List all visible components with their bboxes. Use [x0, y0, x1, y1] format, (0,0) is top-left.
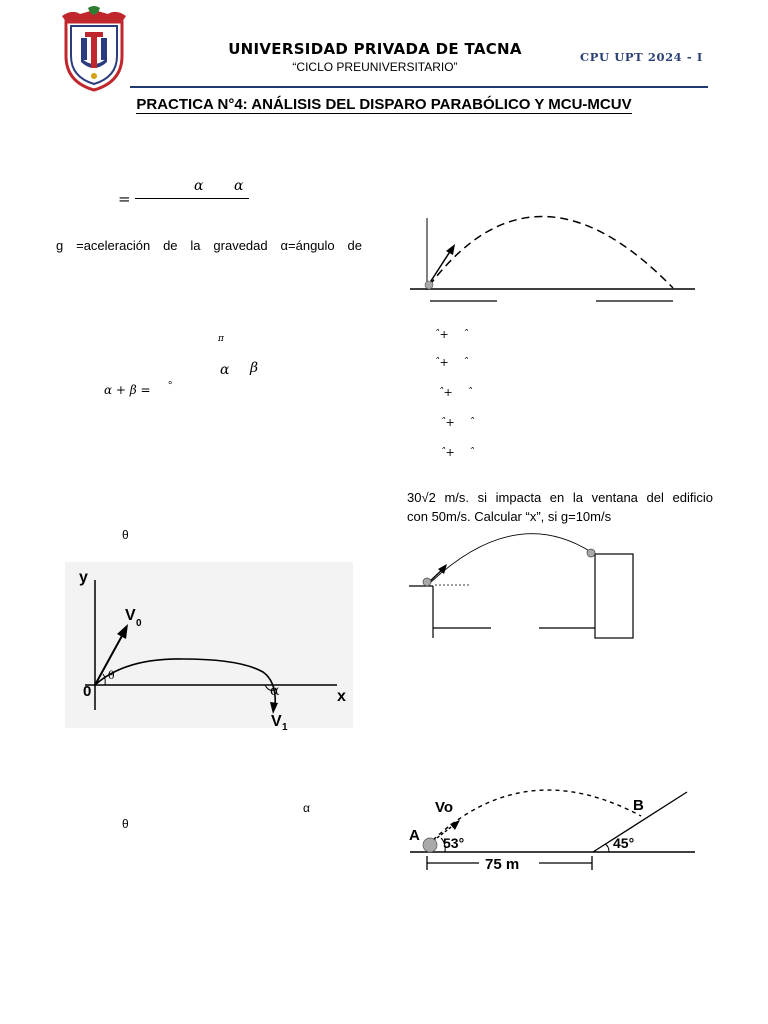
- v1-subscript: 1: [282, 722, 288, 733]
- angle-45-arc: [605, 844, 609, 852]
- alpha-symbol-2: α: [303, 801, 310, 815]
- ball-icon: [425, 281, 433, 289]
- formula-alpha-1: α: [194, 178, 204, 194]
- formula-alpha-2: α: [234, 178, 244, 194]
- launch-arrow-head: [446, 244, 455, 255]
- practice-title-text: PRACTICA N°4: ANÁLISIS DEL DISPARO PARABÓLICO Y MCU-MCUV: [136, 96, 632, 113]
- university-name: UNIVERSIDAD PRIVADA DE TACNA: [228, 40, 522, 58]
- degree-symbol: °: [168, 380, 173, 392]
- launch-velocity-line: [429, 250, 451, 284]
- option-a-marks: ˆ+ ˆ: [434, 328, 469, 341]
- ball-icon: [423, 838, 437, 852]
- cycle-label: CPU UPT 2024 - I: [580, 50, 703, 64]
- vo-label: Vo: [435, 799, 454, 816]
- option-b-marks: ˆ+ ˆ: [434, 356, 469, 369]
- gravity-definition: g =aceleración de la gravedad α=ángulo de: [56, 238, 362, 253]
- practice-title: [0, 96, 768, 113]
- v1-label: V: [271, 713, 282, 730]
- problem-text-line-1: 30√2 m/s. si impacta en la ventana del edificio: [407, 490, 713, 505]
- dashed-trajectory: [429, 216, 673, 288]
- figure-incline-shot: [405, 770, 705, 880]
- v0-arrow-head: [117, 624, 128, 639]
- ball-icon: [423, 578, 431, 586]
- program-name: “CICLO PREUNIVERSITARIO”: [292, 60, 458, 74]
- alpha-symbol: α: [220, 362, 230, 378]
- problem-text-line-2: con 50m/s. Calcular “x”, si g=10m/s: [407, 509, 612, 524]
- option-c-marks: ˆ+ ˆ: [438, 386, 473, 399]
- university-shield-icon: [58, 6, 130, 92]
- formula-fraction-bar: [135, 198, 249, 199]
- logo-letter-u-left: [81, 38, 87, 60]
- origin-label: 0: [83, 683, 92, 700]
- angle-sum: α + β =: [104, 383, 151, 397]
- v0-label: V: [125, 607, 136, 624]
- angle-53-label: 53°: [443, 835, 465, 851]
- angle-45-label: 45°: [613, 835, 635, 851]
- logo-gold-dot: [91, 73, 97, 79]
- logo-letter-t-bar: [85, 32, 103, 37]
- university-logo: [58, 6, 130, 92]
- v0-subscript: 0: [136, 618, 142, 629]
- logo-letter-t-stem: [91, 32, 97, 68]
- figure-trajectory-xy: [65, 562, 353, 733]
- x-axis-label: x: [337, 688, 346, 705]
- dashed-trajectory: [433, 790, 641, 840]
- beta-symbol: β: [250, 360, 259, 376]
- theta-symbol-1: θ: [122, 528, 129, 542]
- option-e-marks: ˆ+ ˆ: [440, 446, 475, 459]
- distance-label: 75 m: [485, 856, 520, 873]
- theta-symbol-2: θ: [122, 817, 129, 831]
- pi-symbol: π: [218, 334, 224, 344]
- figure-parabolic-shot: [405, 200, 705, 310]
- trajectory-curve: [431, 534, 591, 582]
- theta-label: θ: [108, 669, 115, 682]
- trajectory-xy-diagram: [65, 562, 353, 733]
- formula-equals: =: [118, 190, 131, 208]
- option-d-marks: ˆ+ ˆ: [440, 416, 475, 429]
- y-axis-label: y: [79, 569, 88, 586]
- figure-building-window: [405, 530, 645, 645]
- impact-ball-icon: [587, 549, 595, 557]
- theta-arc: [103, 674, 105, 685]
- building-rect: [595, 554, 633, 638]
- point-b-label: B: [633, 797, 644, 814]
- alpha-label: α: [270, 683, 280, 699]
- v0-arrow-head: [450, 820, 460, 830]
- trajectory-curve: [95, 659, 275, 707]
- logo-letter-u-right: [101, 38, 107, 60]
- header-divider: [130, 86, 708, 88]
- point-a-label: A: [409, 827, 420, 844]
